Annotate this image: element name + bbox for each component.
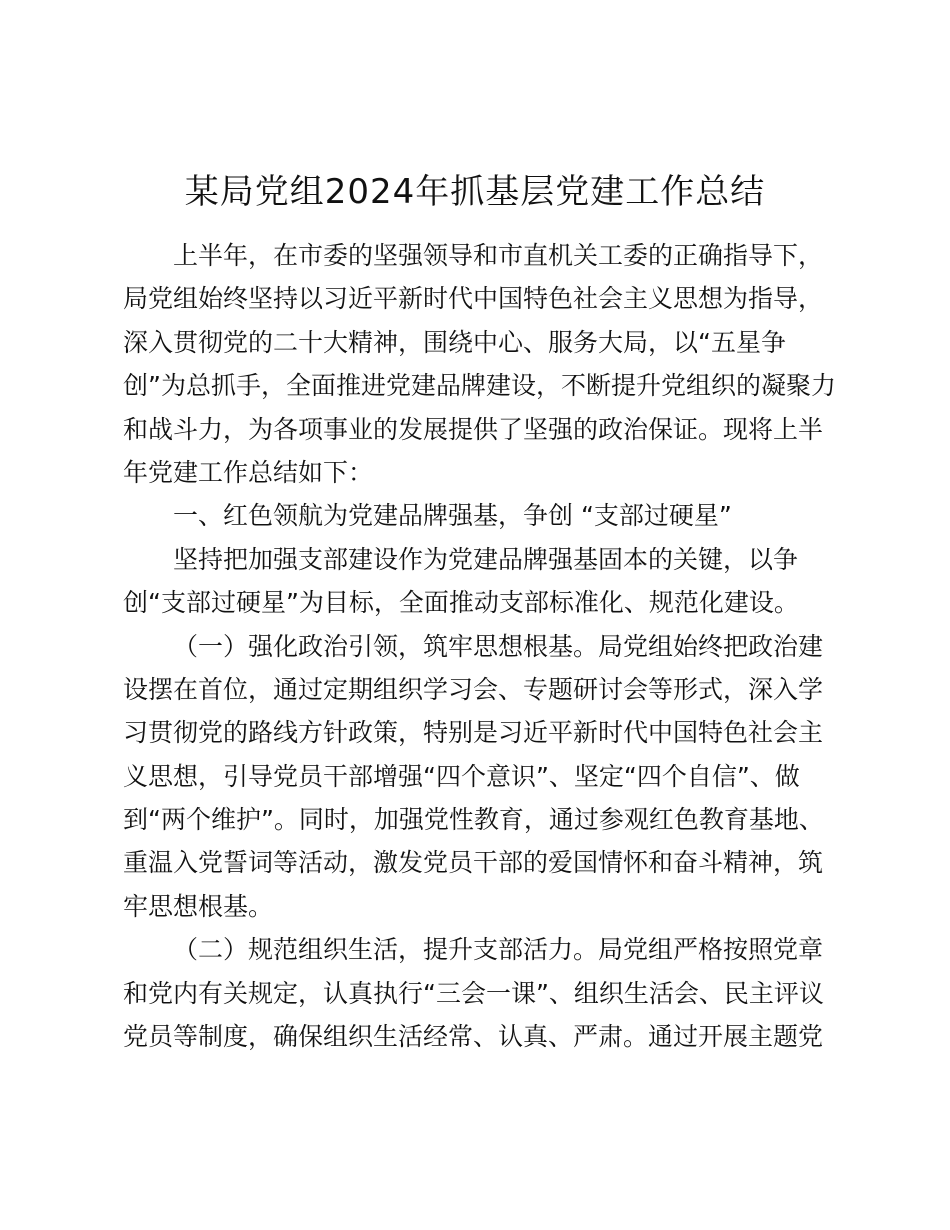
- document-title: 某局党组2024年抓基层党建工作总结: [184, 172, 766, 212]
- text-line: 义思想，引导党员干部增强“四个意识”、坚定“四个自信”、做: [123, 761, 800, 791]
- text-line: 坚持把加强支部建设作为党建品牌强基固本的关键，以争: [173, 544, 799, 574]
- text-line: 创”为总抓手，全面推进党建品牌建设，不断提升党组织的凝聚力: [123, 371, 836, 401]
- text-line: 深入贯彻党的二十大精神，围绕中心、服务大局，以“五星争: [123, 327, 786, 357]
- text-line: 和战斗力，为各项事业的发展提供了坚强的政治保证。现将上半: [123, 414, 824, 444]
- document-body: [123, 234, 836, 1058]
- text-line: 设摆在首位，通过定期组织学习会、专题研讨会等形式，深入学: [123, 674, 824, 704]
- text-line: 和党内有关规定，认真执行“三会一课”、组织生活会、民主评议: [123, 978, 824, 1008]
- text-line: 局党组始终坚持以习近平新时代中国特色社会主义思想为指导，: [123, 284, 824, 314]
- text-line: 创“支部过硬星”为目标，全面推动支部标准化、规范化建设。: [123, 588, 799, 618]
- text-line: 年党建工作总结如下：: [123, 457, 374, 487]
- text-line: 重温入党誓词等活动，激发党员干部的爱国情怀和奋斗精神，筑: [123, 848, 824, 878]
- text-line: 上半年，在市委的坚强领导和市直机关工委的正确指导下，: [173, 241, 824, 270]
- text-line: （一）强化政治引领，筑牢思想根基。局党组始终把政治建: [173, 631, 824, 661]
- text-line: 到“两个维护”。同时，加强党性教育，通过参观红色教育基地、: [123, 805, 824, 835]
- text-line: 一、红色领航为党建品牌强基，争创 “支部过硬星”: [173, 501, 732, 531]
- text-line: 牢思想根基。: [123, 891, 274, 921]
- text-line: （二）规范组织生活，提升支部活力。局党组严格按照党章: [173, 935, 824, 965]
- text-line: 习贯彻党的路线方针政策，特别是习近平新时代中国特色社会主: [123, 718, 824, 748]
- text-line: 党员等制度，确保组织生活经常、认真、严肃。通过开展主题党: [123, 1022, 824, 1052]
